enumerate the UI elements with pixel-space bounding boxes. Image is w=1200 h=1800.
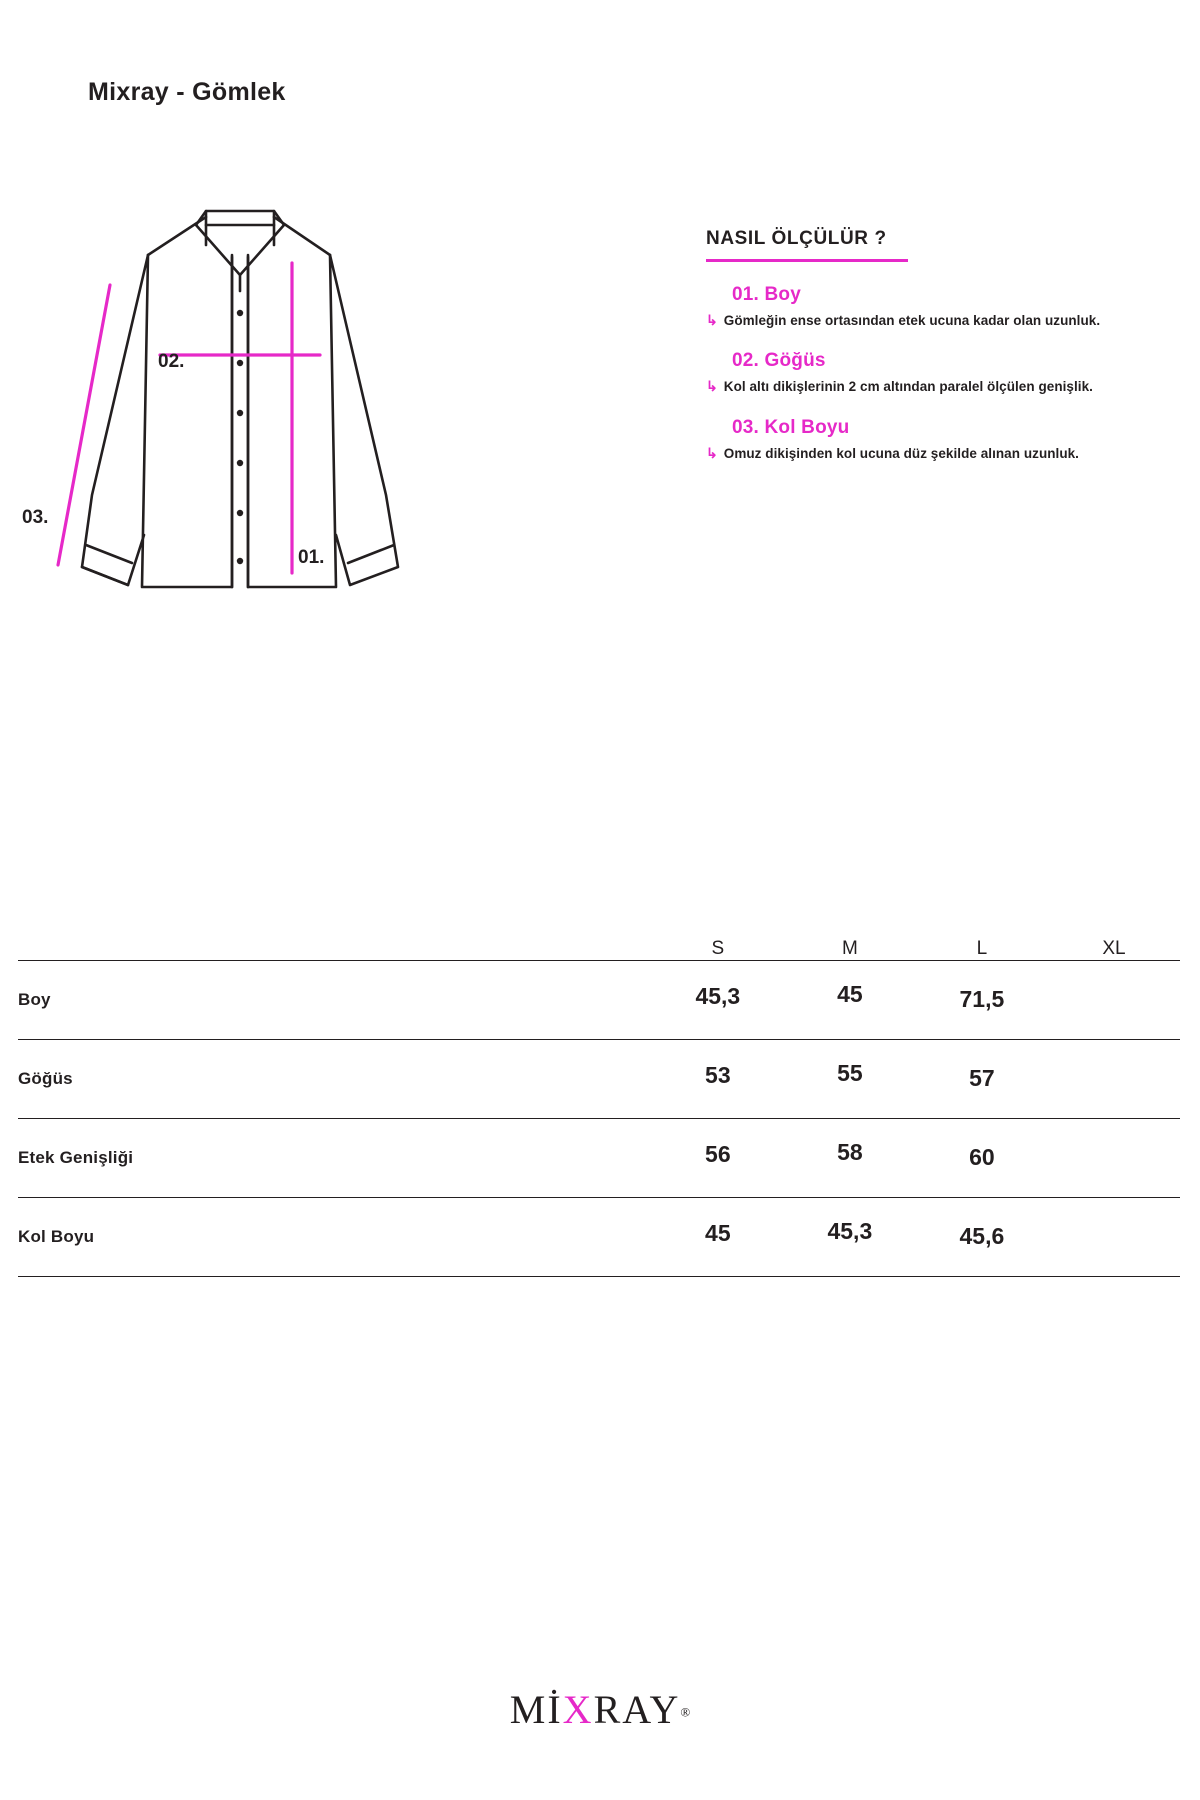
button-dots: [237, 310, 243, 564]
column-header-xl: XL: [1102, 938, 1126, 959]
illustration-label-01: 01.: [298, 547, 325, 568]
cell-boy-m: 45: [837, 980, 863, 1007]
cell-gogus-s: 53: [705, 1061, 731, 1088]
arrow-icon: ↳: [706, 312, 718, 328]
cell-kol-s: 45: [705, 1219, 731, 1246]
how-to-measure-panel: [706, 228, 1176, 461]
arrow-icon: ↳: [706, 378, 718, 395]
column-header-l: L: [976, 938, 988, 959]
measure-item-01-description: [706, 313, 1176, 328]
cell-kol-m: 45,3: [827, 1217, 873, 1244]
cell-etek-l: 60: [969, 1143, 995, 1170]
cell-etek-xl: [1048, 1119, 1180, 1198]
measure-item-03-title: 03. Kol Boyu: [732, 416, 850, 438]
measure-item-03-text: Omuz dikişinden kol ucuna düz şekilde alınan uzunluk.: [723, 445, 1079, 461]
logo-letter-i: İ: [547, 1687, 563, 1732]
row-label-boy: Boy: [18, 990, 51, 1009]
cell-gogus-m: 55: [837, 1059, 863, 1086]
column-header-s: S: [711, 938, 725, 959]
measure-item-02-title: 02. Göğüs: [732, 350, 826, 372]
cell-boy-l: 71,5: [959, 985, 1005, 1012]
column-header-m: M: [841, 938, 858, 959]
illustration-label-02: 02.: [158, 351, 185, 372]
table-corner-label: [18, 938, 652, 961]
measure-item-02-description: [706, 379, 1176, 394]
cell-gogus-xl: [1048, 1040, 1180, 1119]
row-label-etek-genisligi: Etek Genişliği: [18, 1148, 134, 1167]
cell-boy-s: 45,3: [695, 982, 741, 1009]
heading-underline: [706, 259, 908, 262]
table-row: [18, 961, 1180, 1040]
size-table-head: [18, 938, 1180, 961]
size-table-wrapper: [18, 938, 1180, 1277]
measure-item-03-description: [706, 446, 1176, 461]
cell-kol-xl: [1048, 1198, 1180, 1277]
measure-item-03: [706, 417, 1176, 461]
registered-trademark-icon: ®: [680, 1704, 691, 1720]
table-row: [18, 1198, 1180, 1277]
size-table-body: [18, 961, 1180, 1277]
table-row: [18, 1040, 1180, 1119]
measure-item-02: [706, 350, 1176, 394]
brand-logo: [0, 1686, 1200, 1733]
cell-kol-l: 45,6: [959, 1222, 1005, 1249]
table-header-row: [18, 938, 1180, 961]
measure-item-02-text: Kol altı dikişlerinin 2 cm altından paralel ölçülen genişlik.: [723, 379, 1093, 395]
shirt-diagram-svg: [20, 195, 540, 635]
size-table: [18, 938, 1180, 1277]
table-row: [18, 1119, 1180, 1198]
cell-etek-m: 58: [837, 1138, 863, 1165]
how-to-measure-heading: NASIL ÖLÇÜLÜR ?: [706, 228, 887, 249]
page-title: Mixray - Gömlek: [88, 78, 286, 106]
cell-etek-s: 56: [705, 1140, 731, 1167]
logo-letter-x: X: [562, 1687, 594, 1732]
measure-item-01: [706, 284, 1176, 328]
arrow-icon: ↳: [706, 444, 718, 461]
cell-boy-xl: [1048, 961, 1180, 1040]
measure-item-01-text: Gömleğin ense ortasından etek ucuna kadar olan uzunluk.: [723, 313, 1101, 328]
logo-letter-m: M: [509, 1687, 548, 1732]
illustration-label-03: 03.: [22, 507, 49, 528]
logo-letters-ray: RAY: [593, 1687, 681, 1732]
row-label-gogus: Göğüs: [18, 1069, 73, 1088]
row-label-kol-boyu: Kol Boyu: [18, 1227, 95, 1246]
measure-item-01-title: 01. Boy: [732, 284, 801, 305]
shirt-illustration: [20, 195, 540, 635]
cell-gogus-l: 57: [969, 1064, 995, 1091]
